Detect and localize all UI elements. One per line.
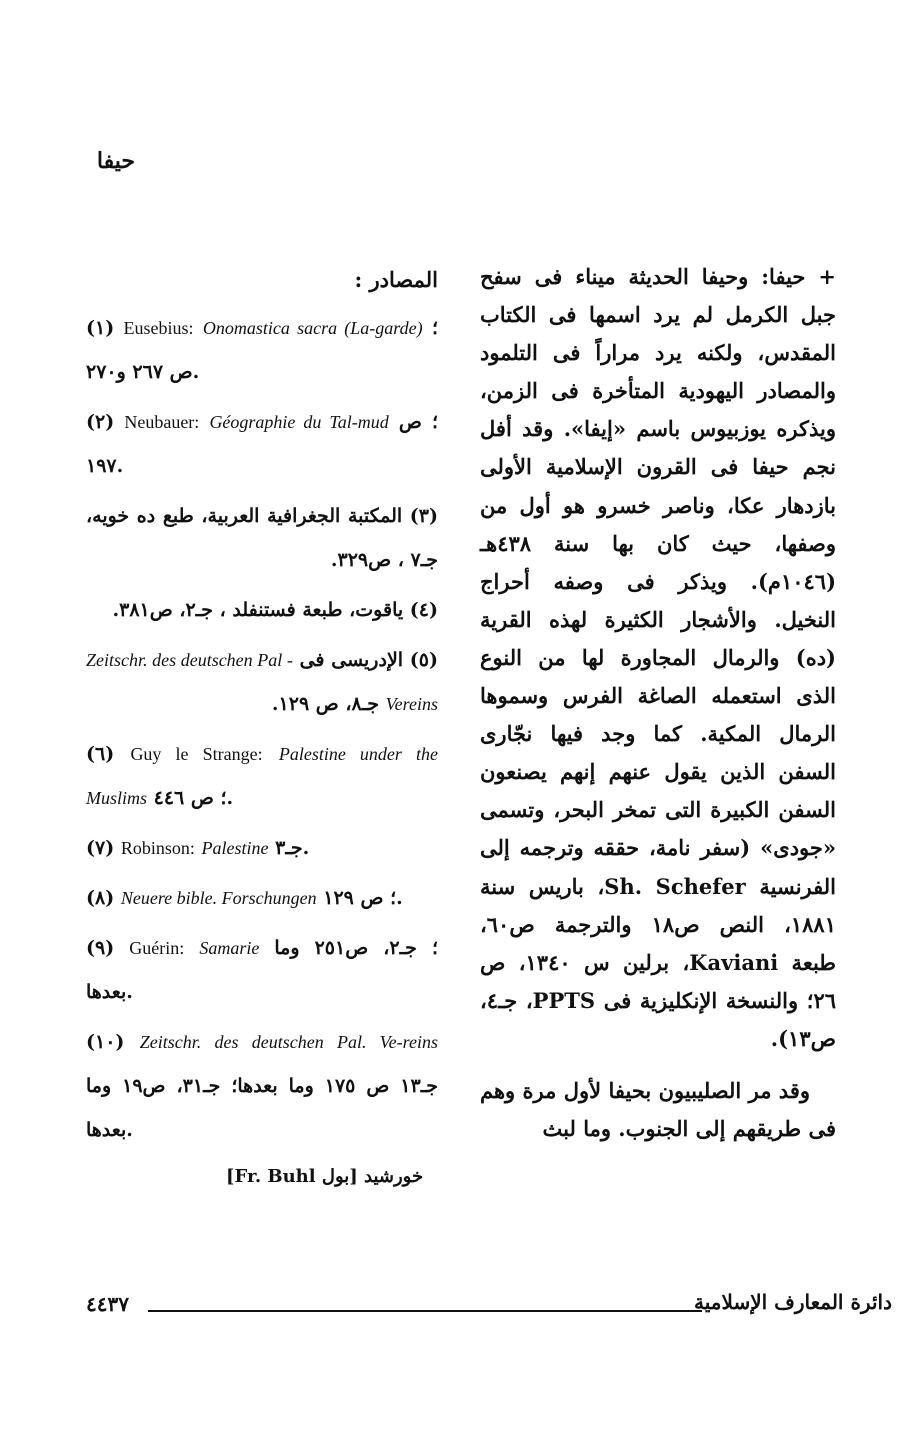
ref-author: Neubauer:: [124, 412, 200, 432]
source-ref-10: [86, 1020, 438, 1152]
ref-author: Guérin:: [129, 938, 185, 958]
ref-rest: ؛ ص ٢٦٧ و٢٧٠.: [86, 317, 438, 383]
article-column: [480, 258, 836, 1148]
source-ref-1: [86, 306, 438, 394]
ref-title: Zeitschr. des deutschen Pal. Ve-reins: [139, 1032, 438, 1052]
ref-number: (٦): [86, 743, 115, 765]
page-number: ٤٤٣٧: [86, 1292, 129, 1316]
ref-rest: جـ١٣ ص ١٧٥ وما بعدها؛ جـ٣١، ص١٩ وما بعدها.: [86, 1075, 439, 1141]
ref-rest: ؛ جـ٢، ص٢٥١ وما بعدها.: [86, 937, 438, 1003]
source-ref-7: [86, 826, 438, 870]
ref-number: (١٠): [86, 1031, 125, 1053]
source-ref-6: [86, 732, 438, 820]
page-footer: [86, 1290, 892, 1330]
footer-rule: [148, 1310, 702, 1312]
ref-rest: ؛ ص ٤٤٦.: [153, 787, 234, 809]
ref-author: Robinson:: [120, 838, 195, 858]
ref-title: Palestine: [201, 838, 269, 858]
article-paragraph-2: وقد مر الصليبيون بحيفا لأول مرة وهم فى طريقهم إلى الجنوب. وما لبث: [480, 1077, 836, 1142]
ref-rest: جـ٣.: [275, 837, 310, 859]
source-ref-5: [86, 638, 438, 726]
ref-author: Guy le Strange:: [130, 744, 263, 764]
ref-title: Palestine under the Muslims: [86, 744, 438, 808]
ref-title: Onomastica sacra (La-garde): [202, 318, 423, 338]
ref-number: (٥): [409, 649, 438, 671]
ref-rest: ؛ ص ١٩٧.: [86, 411, 439, 477]
source-ref-3: [86, 494, 438, 582]
source-ref-2: [86, 400, 438, 488]
ref-title: Samarie: [199, 938, 260, 958]
ref-title: Neuere bible. Forschungen: [120, 888, 317, 908]
author-signature: خورشيد [بول Fr. Buhl]: [226, 1166, 424, 1187]
ref-rest: ؛ ص ١٢٩.: [323, 887, 403, 909]
source-ref-4: [86, 588, 438, 632]
ref-text: ياقوت، طبعة فستنفلد ، جـ٢، ص٣٨١.: [112, 599, 404, 621]
sources-column: [86, 262, 438, 1192]
ref-rest: جـ٨، ص ١٢٩.: [271, 693, 380, 715]
ref-title: Géographie du Tal-mud: [209, 412, 389, 432]
ref-number: (٩): [86, 937, 115, 959]
ref-number: (٣): [409, 505, 438, 527]
sources-heading: المصادر :: [354, 267, 438, 292]
ref-number: (٤): [409, 599, 438, 621]
ref-number: (١): [86, 317, 115, 339]
ref-text: الإدريسى فى: [299, 649, 404, 671]
ref-number: (٧): [86, 837, 115, 859]
ref-title: Zeitschr. des deutschen Pal - Vereins: [86, 650, 438, 714]
article-paragraph-1: + حيفا: وحيفا الحديثة ميناء فى سفح جبل الكرمل لم يرد اسمها فى الكتاب المقدس، ولكنه يرد مراراً فى التلمود والمصادر اليهودية المتأخرة فى الزمن، ويذكره يوزبيوس باسم «إيفا». وقد أفل نجم حيفا فى القرون الإسلامية الأولى بازدهار عكا، وناصر خسرو هو أول من وصفها، حيث كان بها سنة ٤٣٨هـ (١٠٤٦م). ويذكر فى وصفه أحراج النخيل. والأشجار الكثيرة لهذه القرية (ده) والرمال المجاورة لها من النوع الذى استعمله الصاغة الفرس وسموها الرمال المكية. كما وجد فيها نجّارى السفن الذين يقول عنهم إنهم يصنعون السفن الكبيرة التى تمخر البحر، وتسمى «جودى» (سفر نامة، حققه وترجمه إلى الفرنسية Sh. Schefer، باريس سنة ١٨٨١، النص ص١٨ والترجمة ص٦٠، طبعة Kaviani، برلين س ١٣٤٠، ص ٢٦؛ والنسخة الإنكليزية فى PPTS، جـ٤، ص١٣).: [480, 264, 836, 1051]
source-ref-8: [86, 876, 438, 920]
journal-title: دائرة المعارف الإسلامية: [694, 1290, 892, 1314]
running-head: حيفا: [96, 148, 135, 174]
ref-text: المكتبة الجغرافية العربية، طبع ده خويه، جـ٧ ، ص٣٢٩.: [86, 505, 438, 571]
ref-number: (٨): [86, 887, 115, 909]
ref-author: Eusebius:: [123, 318, 194, 338]
source-ref-9: [86, 926, 438, 1014]
ref-number: (٢): [86, 411, 115, 433]
